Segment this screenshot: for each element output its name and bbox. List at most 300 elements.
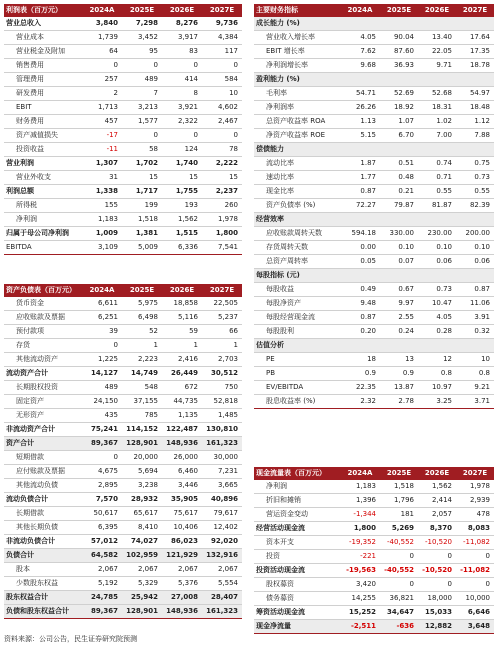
cell-value: 435: [82, 409, 122, 423]
cell-value: 584: [202, 73, 242, 87]
cell-value: 3,446: [162, 479, 202, 493]
table-row: [254, 606, 494, 620]
cell-value: 52.69: [380, 87, 418, 101]
cell-value: 1,518: [122, 213, 162, 227]
table-row: [254, 17, 494, 31]
row-label: 营业总收入: [4, 17, 82, 31]
row-label: 所得税: [4, 199, 82, 213]
cell-value: 72.27: [340, 199, 380, 213]
cell-value: 2,322: [162, 115, 202, 129]
row-label: 估值分析: [254, 339, 340, 353]
cell-value: 3,420: [340, 578, 380, 592]
cell-value: 0.9: [380, 367, 418, 381]
row-label: 资产合计: [4, 437, 82, 451]
column-header: 2024A: [82, 284, 122, 297]
table-row: [4, 241, 242, 255]
row-label: 现金比率: [254, 185, 340, 199]
cell-value: 1,381: [122, 227, 162, 241]
cell-value: 0: [456, 550, 494, 564]
table-row: [4, 409, 242, 423]
cell-value: 2,895: [82, 479, 122, 493]
table-row: [4, 115, 242, 129]
cell-value: 132,916: [202, 549, 242, 563]
cell-value: 92,020: [202, 535, 242, 549]
cell-value: 2,067: [162, 563, 202, 577]
row-label: 存货周转天数: [254, 241, 340, 255]
table-title: 现金流量表（百万元）: [254, 467, 340, 480]
row-label: 营业外收支: [4, 171, 82, 185]
row-label: 负债和股东权益合计: [4, 605, 82, 619]
cell-value: 12,402: [202, 521, 242, 535]
table-row: [254, 241, 494, 255]
cell-value: 20,000: [122, 451, 162, 465]
cell-value: 1,739: [82, 31, 122, 45]
cell-value: 7.00: [418, 129, 456, 143]
table-row: [4, 213, 242, 227]
cell-value: 117: [202, 45, 242, 59]
column-header: 2026E: [418, 4, 456, 17]
table-row: [254, 367, 494, 381]
column-header: 2025E: [122, 4, 162, 17]
cell-value: 2,939: [456, 494, 494, 508]
cell-value: 193: [162, 199, 202, 213]
table-row: [254, 171, 494, 185]
cell-value: 0: [380, 550, 418, 564]
table-header-row: [254, 467, 494, 480]
cell-value: 3,921: [162, 101, 202, 115]
row-label: 流动比率: [254, 157, 340, 171]
row-label: EBIT: [4, 101, 82, 115]
row-label: 营业税金及附加: [4, 45, 82, 59]
row-label: 资产减值损失: [4, 129, 82, 143]
row-label: 流动资产合计: [4, 367, 82, 381]
cell-value: 18,858: [162, 297, 202, 311]
cell-value: 0: [456, 578, 494, 592]
table-row: [4, 437, 242, 451]
table-title: 利润表（百万元）: [4, 4, 82, 17]
cell-value: 0.9: [340, 367, 380, 381]
cell-value: 0: [82, 339, 122, 353]
cell-value: 58: [122, 143, 162, 157]
table-row: [4, 465, 242, 479]
table-row: [254, 199, 494, 213]
column-header: 2027E: [202, 4, 242, 17]
cell-value: 230.00: [418, 227, 456, 241]
cell-value: -11,082: [456, 536, 494, 550]
row-label: 固定资产: [4, 395, 82, 409]
cell-value: [456, 143, 494, 157]
cell-value: 83: [162, 45, 202, 59]
row-label: 经营活动现金流: [254, 522, 340, 536]
column-header: 2025E: [122, 284, 162, 297]
row-label: 净利润: [4, 213, 82, 227]
row-label: EBITDA: [4, 241, 82, 255]
cell-value: 478: [456, 508, 494, 522]
cell-value: 1,755: [162, 185, 202, 199]
table-row: [254, 311, 494, 325]
cell-value: 1,009: [82, 227, 122, 241]
table-row: [4, 59, 242, 73]
cell-value: 102,959: [122, 549, 162, 563]
cell-value: 74,027: [122, 535, 162, 549]
table-row: [4, 73, 242, 87]
column-header: 2027E: [202, 284, 242, 297]
cell-value: 9,736: [202, 17, 242, 31]
row-label: 现金净流量: [254, 620, 340, 634]
table-row: [254, 550, 494, 564]
row-label: EBIT 增长率: [254, 45, 340, 59]
cell-value: [456, 17, 494, 31]
cell-value: 24,785: [82, 591, 122, 605]
cell-value: -2,511: [340, 620, 380, 634]
table-row: [254, 480, 494, 494]
cell-value: 75,241: [82, 423, 122, 437]
cell-value: 1,702: [122, 157, 162, 171]
cell-value: [380, 269, 418, 283]
cell-value: [380, 143, 418, 157]
cell-value: [418, 339, 456, 353]
cell-value: 24,150: [82, 395, 122, 409]
cell-value: 0: [202, 59, 242, 73]
row-label: 筹资活动现金流: [254, 606, 340, 620]
table-row: [254, 578, 494, 592]
cell-value: 0.8: [418, 367, 456, 381]
cell-value: 18.78: [456, 59, 494, 73]
cell-value: 330.00: [380, 227, 418, 241]
cell-value: 0.10: [418, 241, 456, 255]
row-label: 每股经营现金流: [254, 311, 340, 325]
cell-value: 7,541: [202, 241, 242, 255]
table-row: [4, 87, 242, 101]
row-label: 归属于母公司净利润: [4, 227, 82, 241]
cell-value: 18.48: [456, 101, 494, 115]
cell-value: [340, 143, 380, 157]
cell-value: 548: [122, 381, 162, 395]
cell-value: 0.20: [340, 325, 380, 339]
cell-value: 27,008: [162, 591, 202, 605]
cell-value: 30,512: [202, 367, 242, 381]
cell-value: 0.67: [380, 283, 418, 297]
cell-value: 0.73: [456, 171, 494, 185]
cell-value: 121,929: [162, 549, 202, 563]
cell-value: 59: [162, 325, 202, 339]
cell-value: -1,344: [340, 508, 380, 522]
row-label: 应付账款及票据: [4, 465, 82, 479]
cell-value: 22.35: [340, 381, 380, 395]
cell-value: 0.73: [418, 283, 456, 297]
table-row: [254, 31, 494, 45]
cell-value: -11: [82, 143, 122, 157]
table-row: [4, 591, 242, 605]
table-header-row: [4, 284, 242, 297]
row-label: 管理费用: [4, 73, 82, 87]
cell-value: 0: [162, 59, 202, 73]
table-row: [4, 507, 242, 521]
cell-value: 5.15: [340, 129, 380, 143]
cell-value: 0.32: [456, 325, 494, 339]
cell-value: 28,932: [122, 493, 162, 507]
cell-value: 54.71: [340, 87, 380, 101]
cell-value: 5,009: [122, 241, 162, 255]
table-row: [254, 269, 494, 283]
cell-value: 7.62: [340, 45, 380, 59]
cell-value: 17.64: [456, 31, 494, 45]
row-label: 长期股权投资: [4, 381, 82, 395]
cell-value: 3.91: [456, 311, 494, 325]
cell-value: 1.77: [340, 171, 380, 185]
row-label: 经营效率: [254, 213, 340, 227]
column-header: 2027E: [456, 467, 494, 480]
table-row: [254, 339, 494, 353]
cell-value: 1,135: [162, 409, 202, 423]
cell-value: 3,452: [122, 31, 162, 45]
cell-value: [380, 17, 418, 31]
cell-value: 3,648: [456, 620, 494, 634]
table-title: 主要财务指标: [254, 4, 340, 17]
cell-value: [380, 339, 418, 353]
cell-value: 161,323: [202, 605, 242, 619]
table-row: [4, 311, 242, 325]
cell-value: 6,336: [162, 241, 202, 255]
cell-value: 1.12: [456, 115, 494, 129]
cell-value: 2,467: [202, 115, 242, 129]
cell-value: 30,000: [202, 451, 242, 465]
cell-value: 0: [418, 550, 456, 564]
table-row: [4, 199, 242, 213]
cell-value: 12: [418, 353, 456, 367]
cell-value: 0: [202, 129, 242, 143]
cell-value: 414: [162, 73, 202, 87]
cell-value: -17: [82, 129, 122, 143]
row-label: EV/EBITDA: [254, 381, 340, 395]
cell-value: [380, 213, 418, 227]
cell-value: 5,116: [162, 311, 202, 325]
cell-value: 13.40: [418, 31, 456, 45]
cell-value: 155: [82, 199, 122, 213]
cell-value: 4.05: [418, 311, 456, 325]
row-label: 股权募资: [254, 578, 340, 592]
cell-value: 15,033: [418, 606, 456, 620]
row-label: 股本: [4, 563, 82, 577]
cell-value: 7.88: [456, 129, 494, 143]
column-header: 2024A: [340, 467, 380, 480]
cell-value: 40,896: [202, 493, 242, 507]
cell-value: 1,577: [122, 115, 162, 129]
cell-value: 199: [122, 199, 162, 213]
table-row: [254, 283, 494, 297]
cell-value: 750: [202, 381, 242, 395]
cell-value: 2: [82, 87, 122, 101]
cell-value: [380, 73, 418, 87]
cell-value: 25,942: [122, 591, 162, 605]
cell-value: 78: [202, 143, 242, 157]
cell-value: 65,617: [122, 507, 162, 521]
cell-value: 54.97: [456, 87, 494, 101]
table-row: [254, 353, 494, 367]
table-row: [4, 31, 242, 45]
table-row: [4, 367, 242, 381]
cell-value: 1,562: [418, 480, 456, 494]
cell-value: 34,647: [380, 606, 418, 620]
cell-value: 1,485: [202, 409, 242, 423]
cell-value: 26,000: [162, 451, 202, 465]
cell-value: 4,675: [82, 465, 122, 479]
cell-value: 672: [162, 381, 202, 395]
row-label: 债务募资: [254, 592, 340, 606]
cell-value: 8,276: [162, 17, 202, 31]
cell-value: 114,152: [122, 423, 162, 437]
table-row: [4, 535, 242, 549]
cell-value: 89,367: [82, 605, 122, 619]
row-label: 短期借款: [4, 451, 82, 465]
row-label: 投资收益: [4, 143, 82, 157]
cell-value: 6,498: [122, 311, 162, 325]
cell-value: 26,449: [162, 367, 202, 381]
cell-value: 0.71: [418, 171, 456, 185]
table-row: [254, 536, 494, 550]
cell-value: 1,338: [82, 185, 122, 199]
cell-value: 0: [380, 578, 418, 592]
cell-value: 0.87: [340, 185, 380, 199]
cell-value: 5,694: [122, 465, 162, 479]
table-row: [4, 129, 242, 143]
cell-value: 7,231: [202, 465, 242, 479]
row-label: 营运资金变动: [254, 508, 340, 522]
cell-value: 15,252: [340, 606, 380, 620]
cell-value: 13: [380, 353, 418, 367]
table-row: [4, 381, 242, 395]
cell-value: 0: [82, 59, 122, 73]
cell-value: 457: [82, 115, 122, 129]
cell-value: 2,067: [82, 563, 122, 577]
cell-value: 1,740: [162, 157, 202, 171]
cell-value: 161,323: [202, 437, 242, 451]
table-row: [4, 395, 242, 409]
table-row: [4, 549, 242, 563]
cell-value: 3.25: [418, 395, 456, 409]
balance-sheet-table: [4, 284, 242, 619]
cell-value: 128,901: [122, 605, 162, 619]
cell-value: -11,082: [456, 564, 494, 578]
cell-value: 11.06: [456, 297, 494, 311]
table-row: [4, 605, 242, 619]
cell-value: 36,821: [380, 592, 418, 606]
cell-value: [456, 73, 494, 87]
row-label: 净利润增长率: [254, 59, 340, 73]
cell-value: [340, 213, 380, 227]
row-label: 其他流动负债: [4, 479, 82, 493]
cell-value: 0.74: [418, 157, 456, 171]
column-header: 2026E: [162, 4, 202, 17]
cell-value: 1,225: [82, 353, 122, 367]
cell-value: [418, 269, 456, 283]
cell-value: 1: [122, 339, 162, 353]
column-header: 2024A: [340, 4, 380, 17]
row-label: 总资产周转率: [254, 255, 340, 269]
column-header: 2026E: [418, 467, 456, 480]
cell-value: 14,255: [340, 592, 380, 606]
cell-value: 52: [122, 325, 162, 339]
table-header-row: [4, 4, 242, 17]
cell-value: 1,713: [82, 101, 122, 115]
row-label: 成长能力 (%): [254, 17, 340, 31]
row-label: 其他流动资产: [4, 353, 82, 367]
cell-value: 15: [202, 171, 242, 185]
cell-value: 489: [122, 73, 162, 87]
row-label: 股息收益率 (%): [254, 395, 340, 409]
table-row: [4, 353, 242, 367]
cell-value: 5,269: [380, 522, 418, 536]
row-label: 非流动资产合计: [4, 423, 82, 437]
cell-value: 8: [162, 87, 202, 101]
cell-value: 3,840: [82, 17, 122, 31]
row-label: 净资产收益率 ROE: [254, 129, 340, 143]
row-label: 每股股利: [254, 325, 340, 339]
cell-value: 2,237: [202, 185, 242, 199]
table-row: [254, 129, 494, 143]
table-row: [254, 73, 494, 87]
cell-value: [418, 143, 456, 157]
cell-value: 81.87: [418, 199, 456, 213]
cell-value: 10: [202, 87, 242, 101]
cell-value: -636: [380, 620, 418, 634]
cell-value: 3,213: [122, 101, 162, 115]
cell-value: 181: [380, 508, 418, 522]
cell-value: 0: [122, 59, 162, 73]
table-row: [254, 115, 494, 129]
table-row: [254, 494, 494, 508]
cell-value: 1,515: [162, 227, 202, 241]
cell-value: 0.75: [456, 157, 494, 171]
table-row: [254, 227, 494, 241]
cell-value: 0: [82, 451, 122, 465]
cell-value: 1: [162, 339, 202, 353]
cell-value: 90.04: [380, 31, 418, 45]
cell-value: 0.87: [340, 311, 380, 325]
cell-value: 52.68: [418, 87, 456, 101]
cell-value: 17.35: [456, 45, 494, 59]
cell-value: [456, 213, 494, 227]
cell-value: 7,570: [82, 493, 122, 507]
cell-value: 0.10: [456, 241, 494, 255]
cell-value: [456, 339, 494, 353]
cell-value: 2.32: [340, 395, 380, 409]
table-row: [4, 563, 242, 577]
cell-value: 26.26: [340, 101, 380, 115]
cell-value: 489: [82, 381, 122, 395]
cell-value: 2,067: [202, 563, 242, 577]
cell-value: 3,665: [202, 479, 242, 493]
table-row: [254, 592, 494, 606]
row-label: 流动负债合计: [4, 493, 82, 507]
cell-value: 22.05: [418, 45, 456, 59]
cell-value: 8,083: [456, 522, 494, 536]
cell-value: 89,367: [82, 437, 122, 451]
cell-value: 39: [82, 325, 122, 339]
column-header: 2026E: [162, 284, 202, 297]
row-label: PB: [254, 367, 340, 381]
cell-value: 52,818: [202, 395, 242, 409]
source-note: 资料来源：公司公告，民生证券研究院预测: [4, 635, 137, 643]
cell-value: 2,414: [418, 494, 456, 508]
cell-value: 37,155: [122, 395, 162, 409]
cell-value: 50,617: [82, 507, 122, 521]
financial-ratios-table: [254, 4, 494, 409]
row-label: 资产负债率 (%): [254, 199, 340, 213]
cell-value: 200.00: [456, 227, 494, 241]
table-row: [4, 17, 242, 31]
cell-value: [340, 73, 380, 87]
